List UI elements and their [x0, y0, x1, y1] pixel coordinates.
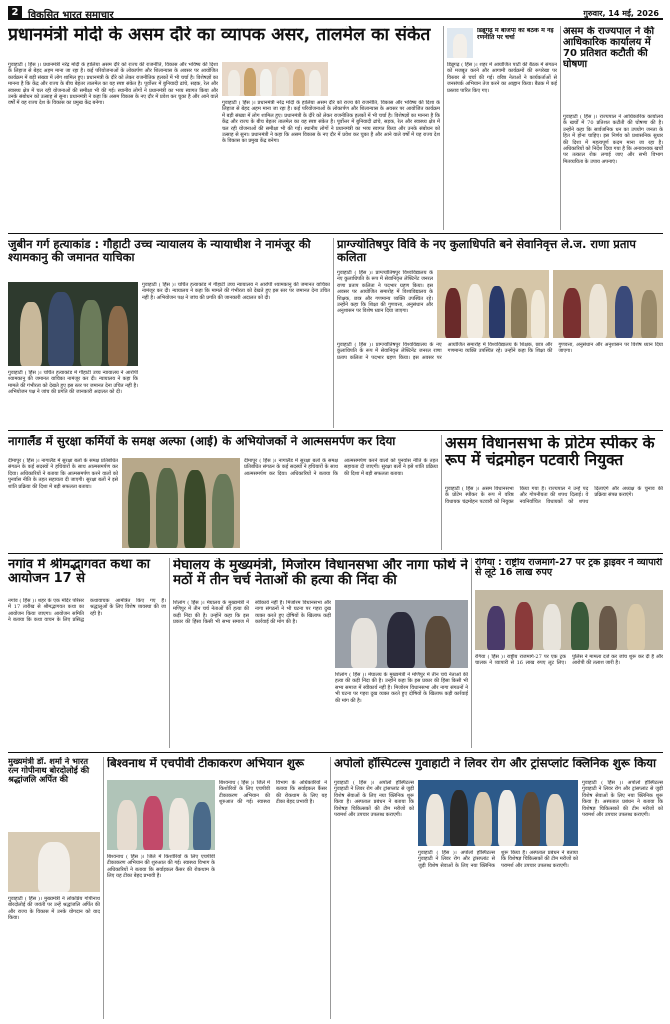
bjp-headline: डिब्रूगढ़ में बीजेपी की बैठक में नई रणनीति पर चर्चा: [477, 28, 554, 41]
masthead: [8, 6, 663, 20]
zubeen-body-b: गुवाहाटी ( हिंस )। चर्चित हत्याकांड में गौहाटी उच्च न्यायालय ने आरोपी श्यामकानु की जमानत याचिका नामंजूर कर दी। न्यायालय ने कहा कि मामले की गंभीरता को देखते हुए इस स्तर पर जमानत देना उचित नहीं है। अभियोजन पक्ष ने जांच की प्रगति की जानकारी अदालत को दी।: [142, 282, 330, 301]
governor-headline: असम के राज्यपाल ने की आधिकारिक कार्यालय में 70 प्रतिशत कटौती की घोषणा: [563, 26, 655, 70]
nagaland-headline: नागालैंड में सुरक्षा कर्मियों के समक्ष अल्फा (आई) के अभियोजकों ने आत्मसमर्पण कर दिया: [8, 435, 396, 448]
apollo-photo: [418, 780, 578, 846]
university-body-b: गुवाहाटी ( हिंस )। प्राग्ज्योतिषपुर विश्वविद्यालय के नए कुलाधिपति के रूप में सेवानिवृत्त लेफ्टिनेंट जनरल राणा प्रताप कलिता ने पदभार ग्रहण किया। इस अवसर पर आयोजित समारोह में विश्वविद्यालय के शिक्षक, छात्र और गणमान्य व्यक्ति उपस्थित रहे। उन्होंने कहा कि शिक्षा की गुणवत्ता, अनुसंधान और अनुशासन पर विशेष ध्यान दिया जाएगा।: [337, 342, 663, 361]
meghalaya-body-b: शिलांग ( हिंस )। मेघालय के मुख्यमंत्री ने मणिपुर में तीन चर्च नेताओं की हत्या की कड़ी निंदा की है। उन्होंने कहा कि इस प्रकार की हिंसा किसी भी सभ्य समाज में स्वीकार्य नहीं है। मिजोरम विधानसभा और नागा संगठनों ने भी घटना पर गहरा दुख व्यक्त करते हुए दोषियों के खिलाफ कड़ी कार्रवाई की मांग की है।: [335, 672, 468, 704]
issue-date: गुरुवार, 14 मई, 2026: [583, 9, 659, 18]
apollo-headline: अपोलो हॉस्पिटल्स गुवाहाटी ने लिवर रोग और ट्रांसप्लांट क्लिनिक शुरू किया: [334, 757, 657, 770]
lead-body-b: गुवाहाटी ( हिंस )। प्रधानमंत्री नरेंद्र मोदी के हालिया असम दौरे को राज्य की राजनीति, विकास और भविष्य की दिशा के लिहाज से बेहद अहम माना जा रहा है। कई परियोजनाओं के लोकार्पण और शिलान्यास के अवसर पर आयोजित कार्यक्रम में बड़ी संख्या में लोग शामिल हुए। प्रधानमंत्री के दौरे को लेकर राजनीतिक हलकों में भी चर्चा है। विशेषज्ञों का मानना है कि केंद्र और राज्य के बीच बेहतर तालमेल का यह स्पष्ट संकेत है। पूर्वोत्तर में बुनियादी ढांचे, सड़क, रेल और स्वास्थ्य क्षेत्र में चल रही योजनाओं की समीक्षा भी की गई। स्थानीय लोगों ने प्रधानमंत्री का भव्य स्वागत किया और उनके संबोधन को उत्साह से सुना। प्रधानमंत्री ने कहा कि असम विकास के नए दौर में प्रवेश कर चुका है और आने वाले वर्षों में यह राज्य देश के विकास का प्रमुख केंद्र बनेगा।: [222, 100, 440, 145]
protem-body: गुवाहाटी ( हिंस )। असम विधानसभा के प्रोटेम स्पीकर के रूप में वरिष्ठ विधायक चंद्रमोहन पटवारी को नियुक्त किया गया है। राज्यपाल ने उन्हें पद और गोपनीयता की शपथ दिलाई। वे नवनिर्वाचित विधायकों को शपथ दिलाएंगे और अध्यक्ष के चुनाव की प्रक्रिया संपन्न कराएंगे।: [445, 486, 663, 505]
cm-photo: [8, 832, 100, 892]
nagaland-photo: [122, 458, 240, 548]
hpv-body-a: बिश्वनाथ ( हिंस )। जिले में किशोरियों के लिए एचपीवी टीकाकरण अभियान की शुरुआत की गई। स्वास्थ्य विभाग के अधिकारियों ने बताया कि सर्वाइकल कैंसर की रोकथाम के लिए यह टीका बेहद प्रभावी है।: [107, 854, 215, 880]
bjp-body: डिब्रूगढ़ ( हिंस )। शहर में आयोजित पार्टी की बैठक में संगठन को मजबूत करने और आगामी कार्यक्रमों की रूपरेखा पर विस्तार से चर्चा की गई। वरिष्ठ नेताओं ने कार्यकर्ताओं से जनसंपर्क अभियान तेज करने का आह्वान किया। बैठक में कई प्रस्ताव पारित किए गए।: [447, 62, 557, 94]
zubeen-body: गुवाहाटी ( हिंस )। चर्चित हत्याकांड में गौहाटी उच्च न्यायालय ने आरोपी श्यामकानु की जमानत याचिका नामंजूर कर दी। न्यायालय ने कहा कि मामले की गंभीरता को देखते हुए इस स्तर पर जमानत देना उचित नहीं है। अभियोजन पक्ष ने जांच की प्रगति की जानकारी अदालत को दी।: [8, 370, 138, 396]
nagaland-body-b: दीमापुर ( हिंस )। नागालैंड में सुरक्षा बलों के समक्ष प्रतिबंधित संगठन के कई सदस्यों ने हथियारों के साथ आत्मसमर्पण कर दिया। अधिकारियों ने बताया कि आत्मसमर्पण करने वालों को पुनर्वास नीति के तहत सहायता दी जाएगी। सुरक्षा बलों ने इसे शांति प्रक्रिया की दिशा में बड़ी सफलता बताया।: [244, 458, 438, 477]
zubeen-photo: [8, 282, 138, 366]
hpv-photo: [107, 780, 215, 850]
university-body-a: गुवाहाटी ( हिंस )। प्राग्ज्योतिषपुर विश्वविद्यालय के नए कुलाधिपति के रूप में सेवानिवृत्त लेफ्टिनेंट जनरल राणा प्रताप कलिता ने पदभार ग्रहण किया। इस अवसर पर आयोजित समारोह में विश्वविद्यालय के शिक्षक, छात्र और गणमान्य व्यक्ति उपस्थित रहे। उन्होंने कहा कि शिक्षा की गुणवत्ता, अनुसंधान और अनुशासन पर विशेष ध्यान दिया जाएगा।: [337, 270, 433, 315]
apollo-body-a: गुवाहाटी ( हिंस )। अपोलो हॉस्पिटल्स गुवाहाटी ने लिवर रोग और ट्रांसप्लांट से जुड़ी विशेष सेवाओं के लिए नया क्लिनिक शुरू किया है। अस्पताल प्रबंधन ने बताया कि विशेषज्ञ चिकित्सकों की टीम मरीजों को परामर्श और उपचार उपलब्ध कराएगी।: [334, 780, 414, 819]
hpv-body-b: बिश्वनाथ ( हिंस )। जिले में किशोरियों के लिए एचपीवी टीकाकरण अभियान की शुरुआत की गई। स्वास्थ्य विभाग के अधिकारियों ने बताया कि सर्वाइकल कैंसर की रोकथाम के लिए यह टीका बेहद प्रभावी है।: [219, 780, 327, 806]
apollo-body-b: गुवाहाटी ( हिंस )। अपोलो हॉस्पिटल्स गुवाहाटी ने लिवर रोग और ट्रांसप्लांट से जुड़ी विशेष सेवाओं के लिए नया क्लिनिक शुरू किया है। अस्पताल प्रबंधन ने बताया कि विशेषज्ञ चिकित्सकों की टीम मरीजों को परामर्श और उपचार उपलब्ध कराएगी।: [418, 850, 578, 869]
hpv-headline: बिश्वनाथ में एचपीवी टीकाकरण अभियान शुरू: [107, 757, 305, 770]
cm-body: गुवाहाटी ( हिंस )। मुख्यमंत्री ने लोकप्रिय गोपीनाथ बोरदोलोई की जयंती पर उन्हें श्रद्धांजलि अर्पित की और राज्य के विकास में उनके योगदान को याद किया।: [8, 896, 100, 922]
bhagwat-headline: नगांव में श्रीमद्भागवत कथा का आयोजन 17 से: [8, 558, 150, 587]
meghalaya-photo: [335, 600, 468, 668]
rangia-headline: रंगिया : राष्ट्रीय राजमार्ग-27 पर ट्रक ड्राइवर ने व्यापारी से लूटे 16 लाख रुपए: [475, 558, 663, 579]
cm-headline: मुख्यमंत्री डॉ. शर्मा ने भारत रत्न गोपीनाथ बोरदोलोई की श्रद्धांजलि अर्पित की: [8, 757, 90, 785]
apollo-body-c: गुवाहाटी ( हिंस )। अपोलो हॉस्पिटल्स गुवाहाटी ने लिवर रोग और ट्रांसप्लांट से जुड़ी विशेष सेवाओं के लिए नया क्लिनिक शुरू किया है। अस्पताल प्रबंधन ने बताया कि विशेषज्ञ चिकित्सकों की टीम मरीजों को परामर्श और उपचार उपलब्ध कराएगी।: [582, 780, 663, 819]
university-photo-2: [553, 270, 663, 338]
bhagwat-body: नगांव ( हिंस )। शहर के एक मंदिर परिसर में 17 तारीख से श्रीमद्भागवत कथा का आयोजन किया जाएगा। आयोजन समिति ने बताया कि कथा वाचन के लिए प्रसिद्ध कथावाचक आमंत्रित किए गए हैं। श्रद्धालुओं के लिए विशेष व्यवस्था की जा रही है।: [8, 598, 166, 624]
university-headline: प्राग्ज्योतिषपुर विवि के नए कुलाधिपति बने सेवानिवृत्त ले.ज. राणा प्रताप कलिता: [337, 238, 636, 264]
zubeen-headline: जुबीन गर्ग हत्याकांड : गौहाटी उच्च न्यायालय के न्यायाधीश ने नामंजूर की श्यामकानु की जमानत याचिका: [8, 238, 311, 264]
lead-headline: प्रधानमंत्री मोदी के असम दौरे का व्यापक असर, तालमेल का संकेत: [8, 26, 431, 45]
lead-photo: [222, 62, 328, 96]
bjp-photo: [447, 28, 473, 58]
rangia-photo: [475, 590, 663, 650]
governor-body: गुवाहाटी ( हिंस )। राज्यपाल ने आधिकारिक कार्यालय के खर्चों में 70 प्रतिशत कटौती की घोषणा की है। उन्होंने कहा कि सार्वजनिक धन का उपयोग जनता के हित में होना चाहिए। इस निर्णय को प्रशासनिक सुधार की दिशा में महत्वपूर्ण कदम माना जा रहा है। अधिकारियों को निर्देश दिया गया है कि अनावश्यक खर्चों पर तत्काल रोक लगाई जाए और सभी विभाग मितव्ययिता के उपाय अपनाएं।: [563, 114, 663, 165]
page-number: 2: [8, 6, 22, 19]
university-photo-1: [437, 270, 549, 338]
nagaland-body-a: दीमापुर ( हिंस )। नागालैंड में सुरक्षा बलों के समक्ष प्रतिबंधित संगठन के कई सदस्यों ने हथियारों के साथ आत्मसमर्पण कर दिया। अधिकारियों ने बताया कि आत्मसमर्पण करने वालों को पुनर्वास नीति के तहत सहायता दी जाएगी। सुरक्षा बलों ने इसे शांति प्रक्रिया की दिशा में बड़ी सफलता बताया।: [8, 458, 118, 490]
lead-body-a: गुवाहाटी ( हिंस )। प्रधानमंत्री नरेंद्र मोदी के हालिया असम दौरे को राज्य की राजनीति, विकास और भविष्य की दिशा के लिहाज से बेहद अहम माना जा रहा है। कई परियोजनाओं के लोकार्पण और शिलान्यास के अवसर पर आयोजित कार्यक्रम में बड़ी संख्या में लोग शामिल हुए। प्रधानमंत्री के दौरे को लेकर राजनीतिक हलकों में भी चर्चा है। विशेषज्ञों का मानना है कि केंद्र और राज्य के बीच बेहतर तालमेल का यह स्पष्ट संकेत है। पूर्वोत्तर में बुनियादी ढांचे, सड़क, रेल और स्वास्थ्य क्षेत्र में चल रही योजनाओं की समीक्षा भी की गई। स्थानीय लोगों ने प्रधानमंत्री का भव्य स्वागत किया और उनके संबोधन को उत्साह से सुना। प्रधानमंत्री ने कहा कि असम विकास के नए दौर में प्रवेश कर चुका है और आने वाले वर्षों में यह राज्य देश के विकास का प्रमुख केंद्र बनेगा।: [8, 62, 218, 107]
meghalaya-body-a: शिलांग ( हिंस )। मेघालय के मुख्यमंत्री ने मणिपुर में तीन चर्च नेताओं की हत्या की कड़ी निंदा की है। उन्होंने कहा कि इस प्रकार की हिंसा किसी भी सभ्य समाज में स्वीकार्य नहीं है। मिजोरम विधानसभा और नागा संगठनों ने भी घटना पर गहरा दुख व्यक्त करते हुए दोषियों के खिलाफ कड़ी कार्रवाई की मांग की है।: [173, 600, 331, 626]
meghalaya-headline: मेघालय के मुख्यमंत्री, मिजोरम विधानसभा और नागा फोर्थ ने मठों में तीन चर्च नेताओं की हत्या की निंदा की: [173, 558, 468, 588]
paper-name: विकसित भारत समाचार: [28, 10, 114, 20]
rangia-body: रंगिया ( हिंस )। राष्ट्रीय राजमार्ग-27 पर एक ट्रक चालक ने व्यापारी से 16 लाख रुपए लूट लिए। पुलिस ने मामला दर्ज कर जांच शुरू कर दी है और आरोपी की तलाश जारी है।: [475, 654, 663, 667]
protem-headline: असम विधानसभा के प्रोटेम स्पीकर के रूप में चंद्रमोहन पटवारी नियुक्त: [445, 435, 655, 470]
